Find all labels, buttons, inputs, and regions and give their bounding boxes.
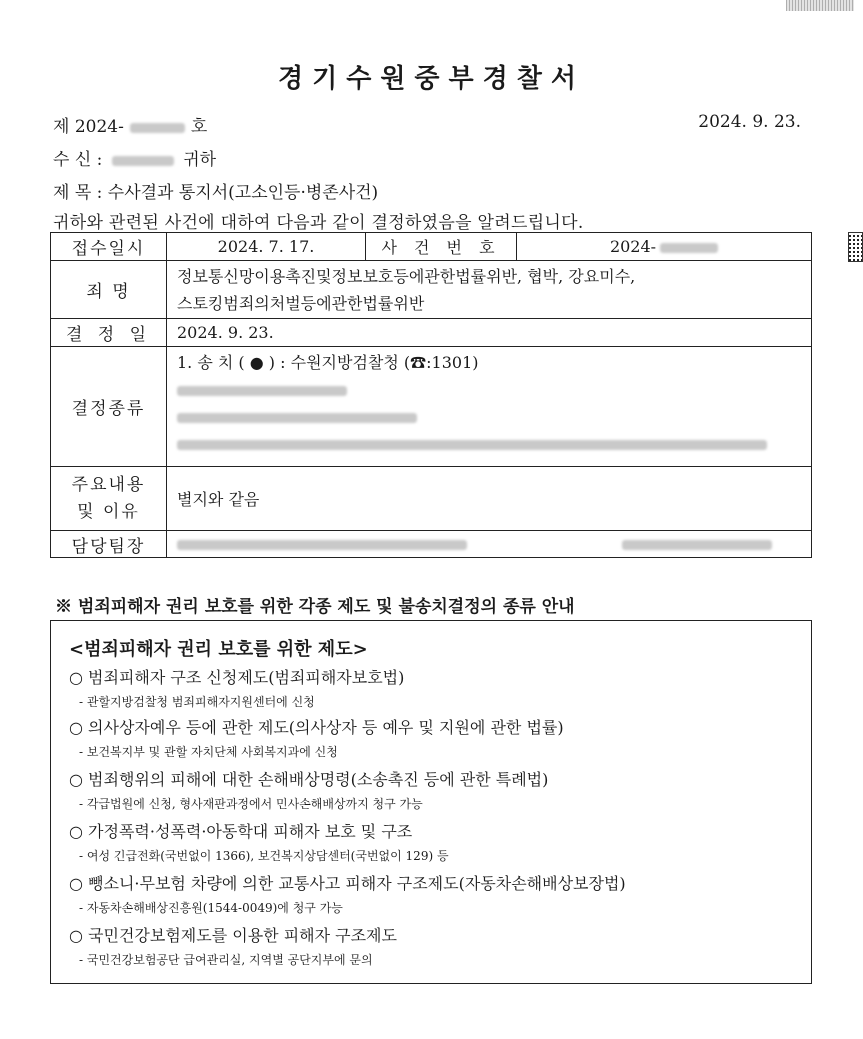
table-row xyxy=(51,467,812,531)
received-label: 접수일시 xyxy=(51,233,167,261)
list-item: ○ 국민건강보험제도를 이용한 피해자 구조제도 xyxy=(69,926,397,945)
table-row xyxy=(51,531,812,558)
section-heading: <범죄피해자 권리 보호를 위한 제도> xyxy=(69,639,368,660)
decision-type-label: 결정종류 xyxy=(51,347,167,467)
case-no-label: 사 건 번 호 xyxy=(366,233,517,261)
list-item: ○ 가정폭력·성폭력·아동학대 피해자 보호 및 구조 xyxy=(69,822,413,841)
crime-value: 정보통신망이용촉진및정보보호등에관한법률위반, 협박, 강요미수, 스토킹범죄의처벌등에관한법률위반 xyxy=(167,261,812,319)
list-item-detail: - 국민건강보험공단 급여관리실, 지역별 공단지부에 문의 xyxy=(79,953,373,967)
redacted-block xyxy=(622,540,772,550)
list-item-detail: - 여성 긴급전화(국번없이 1366), 보건복지상담센터(국번없이 129) 등 xyxy=(79,849,449,863)
list-item-detail: - 관할지방검찰청 범죄피해자지원센터에 신청 xyxy=(79,695,315,709)
officer-value xyxy=(167,531,812,558)
list-item: ○ 범죄행위의 피해에 대한 손해배상명령(소송촉진 등에 관한 특례법) xyxy=(69,770,549,789)
issue-date: 2024. 9. 23. xyxy=(698,112,801,132)
officer-label: 담당팀장 xyxy=(51,531,167,558)
table-row xyxy=(51,347,812,467)
redacted-block xyxy=(112,156,174,166)
list-item: ○ 의사상자예우 등에 관한 제도(의사상자 등 예우 및 지원에 관한 법률) xyxy=(69,718,564,737)
redacted-line xyxy=(177,403,801,430)
document-number: 제 2024- 호 xyxy=(53,117,208,137)
list-item-detail: - 보건복지부 및 관할 자치단체 사회복지과에 신청 xyxy=(79,745,338,759)
result-table xyxy=(50,232,812,558)
victim-rights-box xyxy=(50,620,812,984)
intro-text: 귀하와 관련된 사건에 대하여 다음과 같이 결정하였음을 알려드립니다. xyxy=(53,213,584,233)
top-right-stamp xyxy=(786,0,854,11)
decision-type-value: 1. 송 치 ( ● ) : 수원지방검찰청 (☎:1301) xyxy=(167,347,812,467)
redacted-line xyxy=(177,376,801,403)
table-row xyxy=(51,319,812,347)
notice-title: ※ 범죄피해자 권리 보호를 위한 각종 제도 및 불송치결정의 종류 안내 xyxy=(55,597,575,617)
list-item: ○ 뺑소니·무보험 차량에 의한 교통사고 피해자 구조제도(자동차손해배상보장법) xyxy=(69,874,626,893)
document-title: 경기수원중부경찰서 xyxy=(277,64,586,94)
list-item-detail: - 각급법원에 신청, 형사재판과정에서 민사손해배상까지 청구 가능 xyxy=(79,797,423,811)
crime-label: 죄 명 xyxy=(51,261,167,319)
received-value: 2024. 7. 17. xyxy=(167,233,366,261)
decision-date-value: 2024. 9. 23. xyxy=(167,319,812,347)
table-row xyxy=(51,233,812,261)
recipient-line: 수 신 : 귀하 xyxy=(53,150,217,170)
redacted-block xyxy=(177,540,467,550)
list-item-detail: - 자동차손해배상진흥원(1544-0049)에 청구 가능 xyxy=(79,901,343,915)
reason-value: 별지와 같음 xyxy=(167,467,812,531)
decision-date-label: 결 정 일 xyxy=(51,319,167,347)
reason-label: 주요내용 및 이유 xyxy=(51,467,167,531)
side-barcode xyxy=(848,232,863,262)
redacted-block xyxy=(660,243,718,253)
list-item: ○ 범죄피해자 구조 신청제도(범죄피해자보호법) xyxy=(69,668,405,687)
redacted-line xyxy=(177,430,801,457)
table-row xyxy=(51,261,812,319)
case-no-value: 2024- xyxy=(517,233,812,261)
subject-line: 제 목 : 수사결과 통지서(고소인등·병존사건) xyxy=(53,183,379,203)
redacted-block xyxy=(130,123,185,133)
